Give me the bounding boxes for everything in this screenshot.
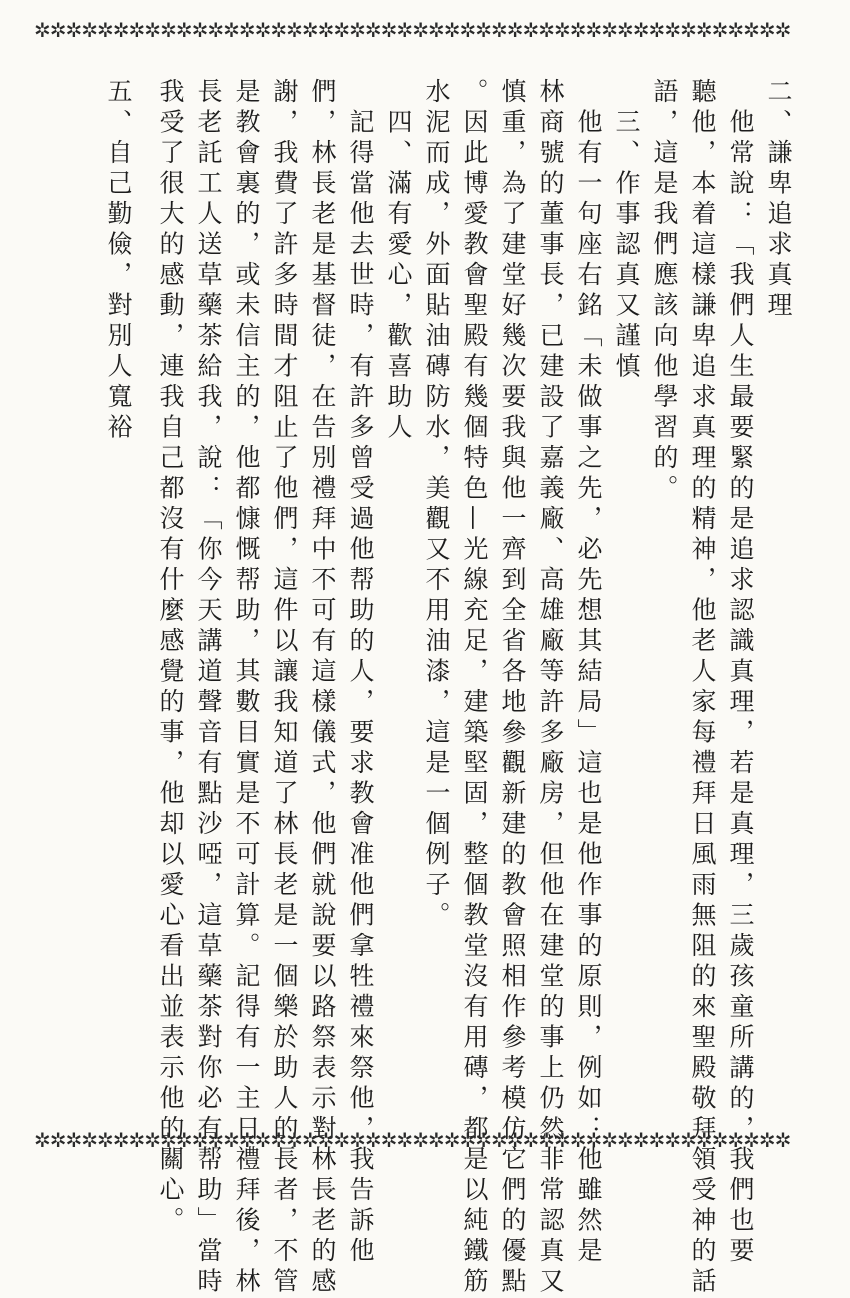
heading-frugality: 五、自己勤儉，對別人寬裕 — [104, 78, 133, 444]
paragraph-line: 他常說：「我們人生最要緊的是追求認識真理，若是真理，三歲孩童所講的，我們也要 — [726, 78, 755, 1268]
paragraph-line: 水泥而成，外面貼油磚防水，美觀又不用油漆，這是一個例子。 — [422, 78, 451, 932]
paragraph-line: 。因此博愛教會聖殿有幾個特色—光線充足，建築堅固，整個教堂沒有用磚，都是以純鐵筋 — [460, 78, 489, 1298]
paragraph-line: 記得當他去世時，有許多曾受過他帮助的人，要求教會准他們拿牲禮來祭他，我告訴他 — [346, 78, 375, 1268]
paragraph-line: 們，林長老是基督徒，在告別禮拜中不可有這樣儀式，他們就說要以路祭表示對林長老的感 — [308, 78, 337, 1298]
paragraph-line: 他有一句座右銘「未做事之先，必先想其結局」這也是他作事的原則，例如：他雖然是 — [574, 78, 603, 1268]
paragraph-line: 是教會裏的，或未信主的，他都慷慨帮助，其數目實是不可計算。記得有一主日禮拜後，林 — [232, 78, 261, 1298]
paragraph-line: 林商號的董事長，已建設了嘉義廠、高雄廠等許多廠房，但他在建堂的事上仍然非常認真又 — [536, 78, 565, 1298]
document-page — [60, 78, 795, 1298]
heading-love: 四、滿有愛心，歡喜助人 — [384, 78, 413, 444]
paragraph-line: 我受了很大的感動，連我自己都沒有什麼感覺的事，他却以愛心看出並表示他的關心。 — [156, 78, 185, 1237]
decorative-border-bottom: ✲✲✲✲✲✲✲✲✲✲✲✲✲✲✲✲✲✲✲✲✲✲✲✲✲✲✲✲✲✲✲✲✲✲✲✲✲✲✲✲✲✲✲✲✲✲✲✲ — [34, 1128, 791, 1152]
paragraph-line: 謝，我費了許多時間才阻止了他們，這件以讓我知道了林長老是一個樂於助人的長者，不管 — [270, 78, 299, 1298]
paragraph-line: 慎重，為了建堂好幾次要我與他一齊到全省各地參觀新建的教會照相作參考模仿它們的優點 — [498, 78, 527, 1298]
heading-diligence: 三、作事認真又謹慎 — [612, 78, 641, 383]
paragraph-line: 聽他，本着這樣謙卑追求真理的精神，他老人家每禮拜日風雨無阻的來聖殿敬拜領受神的話 — [688, 78, 717, 1298]
paragraph-line: 長老託工人送草藥茶給我，說：「你今天講道聲音有點沙啞，這草藥茶對你必有帮助」當時 — [194, 78, 223, 1298]
heading-humility: 二、謙卑追求真理 — [764, 78, 793, 322]
decorative-border-top: ✲✲✲✲✲✲✲✲✲✲✲✲✲✲✲✲✲✲✲✲✲✲✲✲✲✲✲✲✲✲✲✲✲✲✲✲✲✲✲✲✲✲✲✲✲✲✲✲ — [34, 18, 791, 42]
paragraph-line: 語，這是我們應該向他學習的。 — [650, 78, 679, 505]
